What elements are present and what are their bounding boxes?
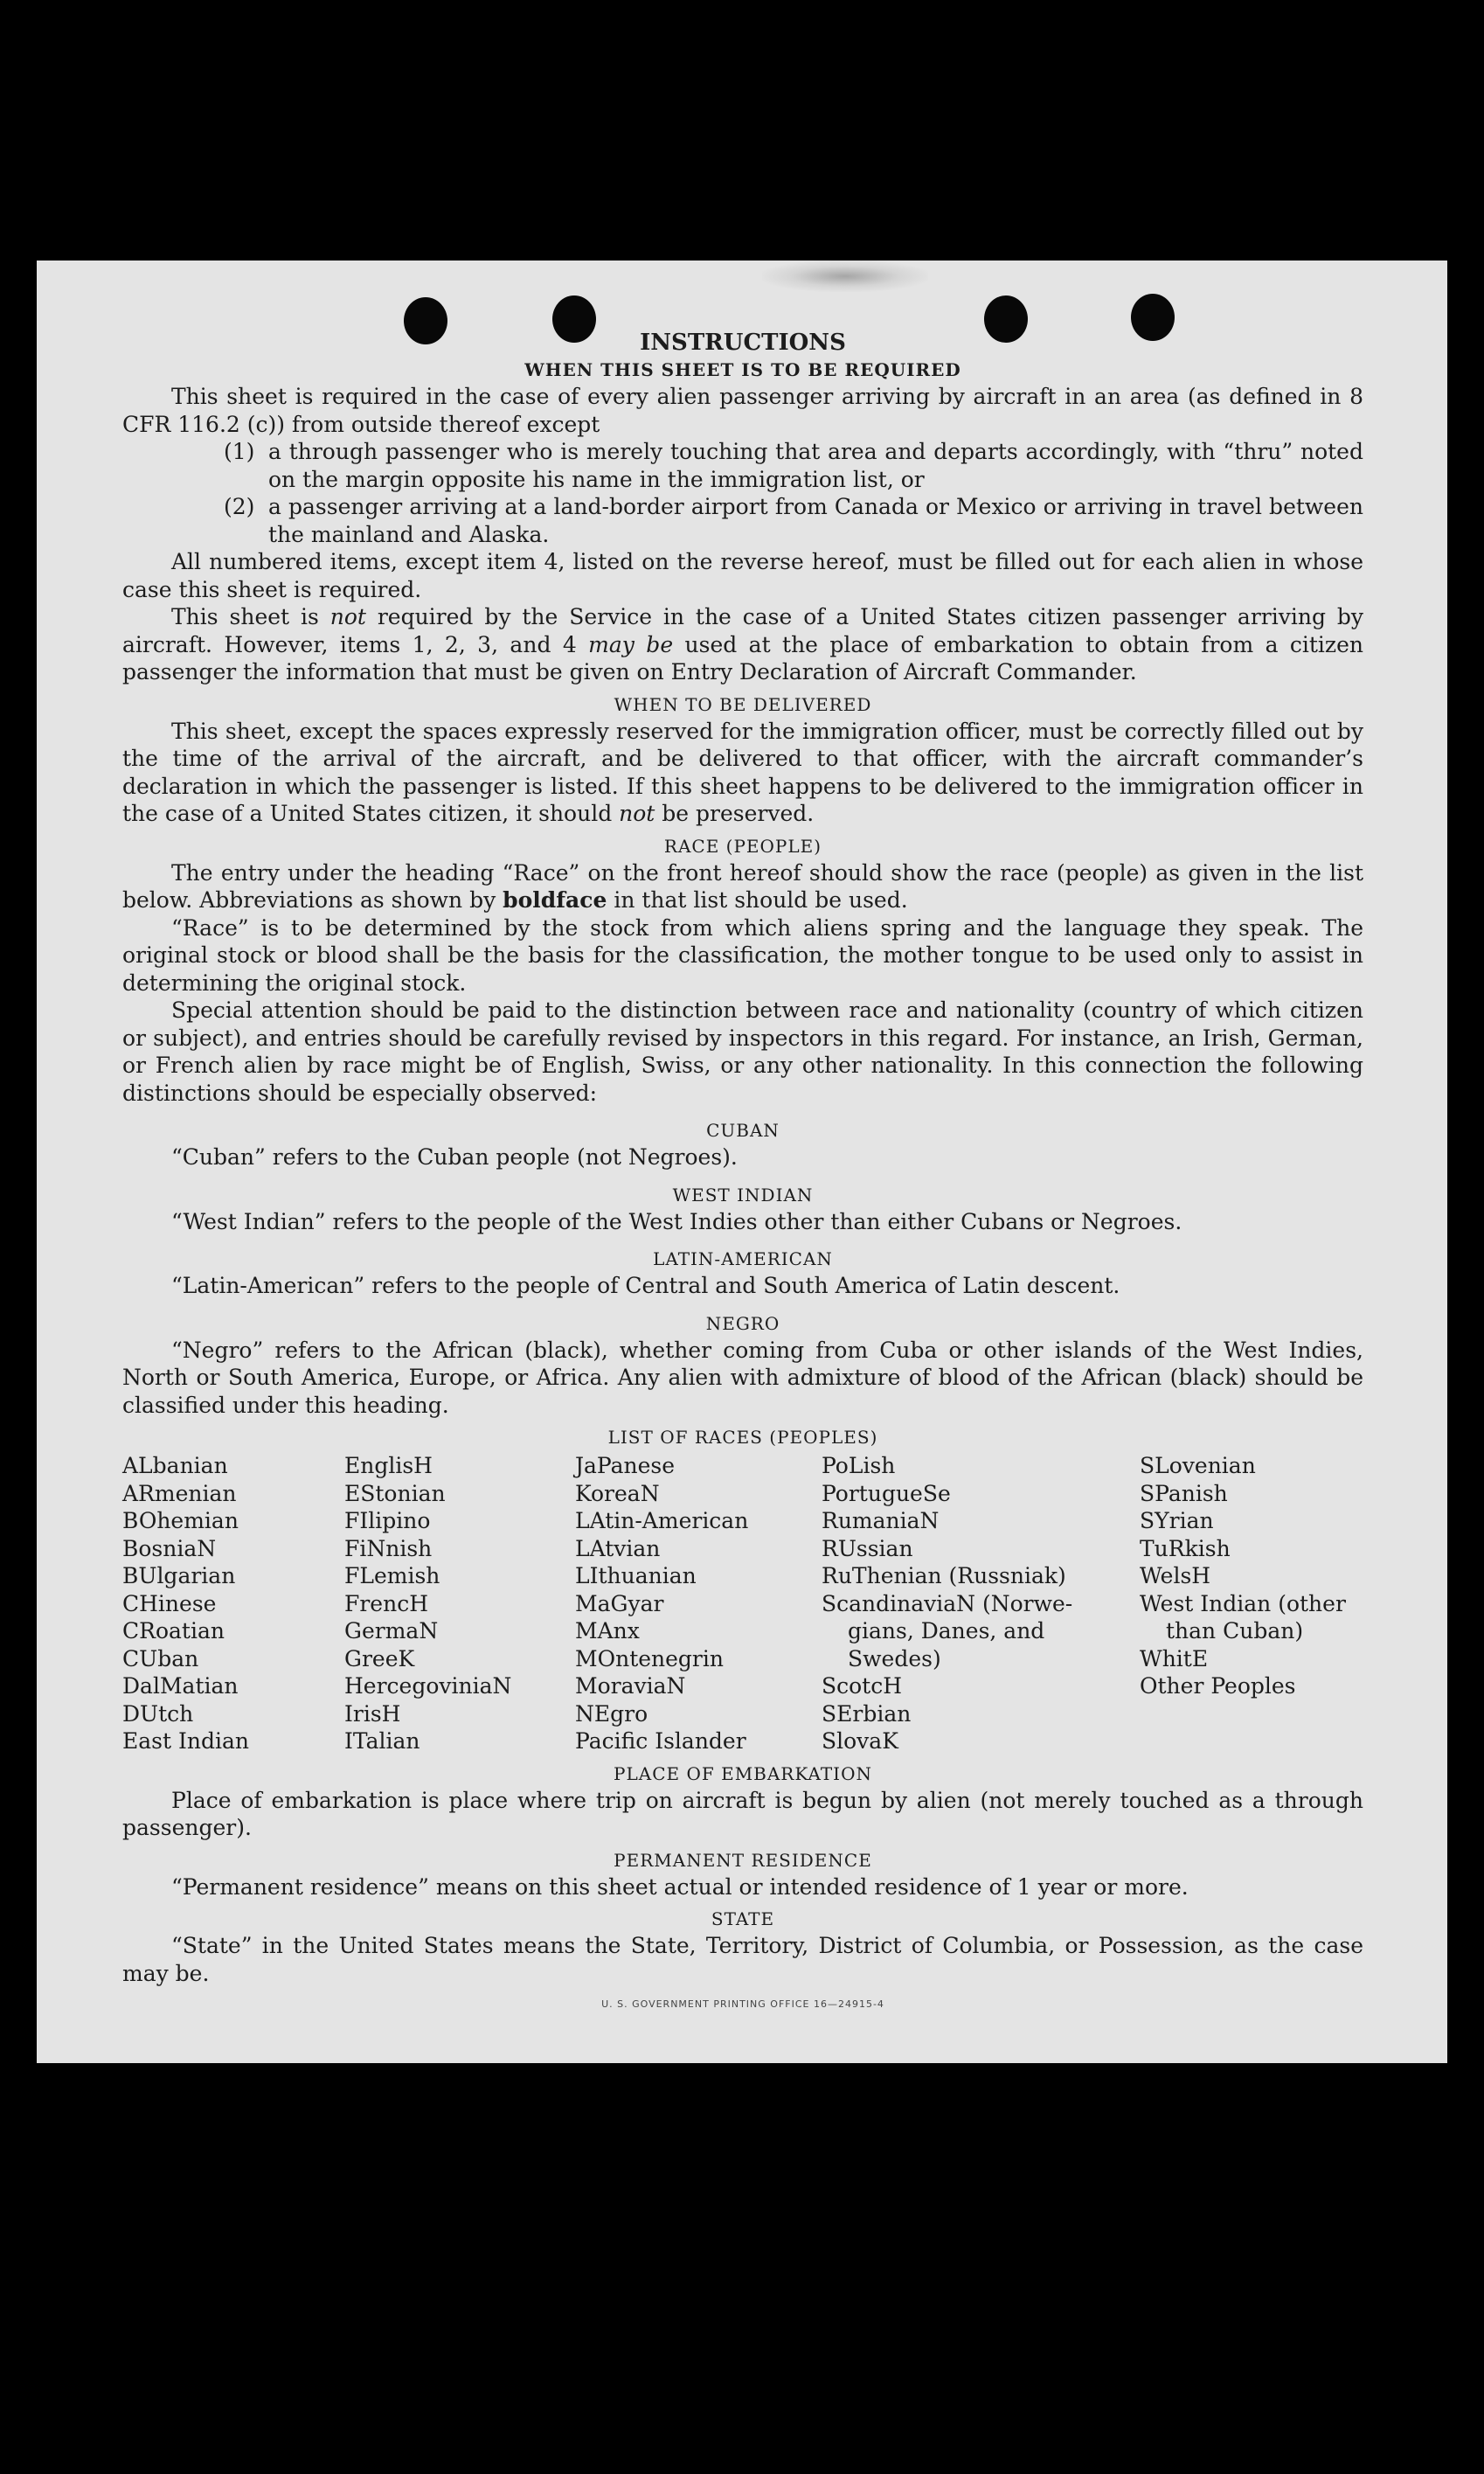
exception-item-2-text: a passenger arriving at a land-border airport from Canada or Mexico or arriving in travel between the mainland and Alaska.: [268, 494, 1363, 547]
race-entry: CRoatian: [122, 1618, 225, 1644]
when-required-paragraph: This sheet is required in the case of every alien passenger arriving by aircraft in an area (as defined in 8 CFR 116.2 (c)) from outside thereof except: [122, 384, 1363, 437]
race-entry: IrisH: [344, 1700, 401, 1727]
page-title: INSTRUCTIONS: [640, 330, 846, 356]
race-entry: ScotcH: [822, 1673, 903, 1699]
exception-item-2-number: (2): [224, 494, 255, 519]
races-column-5: [1140, 1452, 1363, 1755]
race-entry: PortugueSe: [822, 1480, 951, 1506]
heading-when-delivered: WHEN TO BE DELIVERED: [614, 693, 872, 715]
race-entry: MoraviaN: [575, 1673, 686, 1699]
citizen-paragraph: [122, 603, 1363, 686]
race-entry: FLemish: [344, 1563, 440, 1588]
heading-race: RACE (PEOPLE): [663, 835, 822, 857]
race-entry: LIthuanian: [575, 1563, 697, 1588]
race-entry: SlovaK: [822, 1728, 898, 1754]
race-entry: CUban: [122, 1645, 199, 1671]
race-entry: ALbanian: [122, 1453, 228, 1478]
heading-latin-american: LATIN-AMERICAN: [653, 1248, 833, 1269]
when-delivered-b: be preserved.: [655, 801, 815, 826]
heading-permanent-residence: PERMANENT RESIDENCE: [614, 1849, 872, 1871]
race-entry: RumaniaN: [822, 1508, 940, 1533]
races-column-1: [122, 1452, 344, 1755]
race-entry: West Indian (other: [1140, 1590, 1346, 1616]
heading-west-indian: WEST INDIAN: [672, 1184, 814, 1206]
race-entry: MOntenegrin: [575, 1645, 724, 1671]
race-entry: Pacific Islander: [575, 1728, 746, 1754]
race-paragraph-1: [122, 859, 1363, 914]
when-delivered-em-not: not: [619, 801, 655, 826]
race-paragraph-1-bold: boldface: [503, 887, 607, 913]
state-paragraph: “State” in the United States means the State, Territory, District of Columbia, or Possession, as the case may be.: [122, 1933, 1363, 1986]
race-entry: WelsH: [1140, 1563, 1211, 1588]
race-entry-continuation: than Cuban): [1166, 1618, 1304, 1644]
race-entry: FiNnish: [344, 1535, 433, 1561]
races-list: [122, 1452, 1363, 1755]
latin-american-paragraph: “Latin-American” refers to the people of Central and South America of Latin descent.: [171, 1273, 1120, 1298]
place-of-embarkation-paragraph: Place of embarkation is place where trip on aircraft is begun by alien (not merely touched as a through passenger).: [122, 1787, 1363, 1840]
race-entry: LAtvian: [575, 1535, 661, 1561]
when-delivered-paragraph: [122, 718, 1363, 828]
citizen-paragraph-em-may-be: may be: [588, 631, 674, 657]
race-entry: FIlipino: [344, 1508, 431, 1533]
race-entry: HercegoviniaN: [344, 1673, 512, 1699]
race-entry: RUssian: [822, 1535, 913, 1561]
race-entry: JaPanese: [575, 1453, 676, 1478]
race-entry: SLovenian: [1140, 1453, 1256, 1478]
race-entry: SErbian: [822, 1700, 912, 1727]
race-entry: East Indian: [122, 1728, 249, 1754]
exception-item-1: [122, 438, 1363, 493]
negro-paragraph: “Negro” refers to the African (black), whether coming from Cuba or other islands of the West Indies, North or South America, Europe, or Africa. Any alien with admixture of blood of the African (black) should be classified under this heading.: [122, 1337, 1363, 1418]
race-entry: CHinese: [122, 1590, 217, 1616]
races-column-3: [575, 1452, 822, 1755]
race-entry: ScandinaviaN (Norwe-: [822, 1590, 1073, 1616]
race-entry: EStonian: [344, 1480, 446, 1506]
race-paragraph-1-b: in that list should be used.: [607, 887, 908, 913]
races-column-4: [822, 1452, 1140, 1755]
heading-place-of-embarkation: PLACE OF EMBARKATION: [614, 1762, 872, 1784]
when-delivered-a: This sheet, except the spaces expressly reserved for the immigration officer, must be correctly filled out by the time of the arrival of the aircraft, and be delivered to that officer, with the aircraft commander’s declaration in which the passenger is listed. If this sheet happens to be delivered to the immigration officer in the case of a United States citizen, it should: [122, 718, 1363, 826]
exception-item-1-number: (1): [224, 439, 255, 464]
instructions-content: [122, 329, 1363, 2019]
race-paragraph-3: Special attention should be paid to the distinction between race and nationality (country of which citizen or subject), and entries should be carefully revised by inspectors in this regard. For instance, an Irish, German, or French alien by race might be of English, Swiss, or any other nationality. In this connection the following distinctions should be especially observed:: [122, 997, 1363, 1106]
citizen-paragraph-b: required by the Service in the case of a United States citizen passenger arriving by aircraft. However, items 1, 2, 3, and 4: [122, 604, 1363, 657]
permanent-residence-paragraph: “Permanent residence” means on this sheet actual or intended residence of 1 year or more.: [171, 1873, 1189, 1900]
numbered-items-paragraph: All numbered items, except item 4, listed on the reverse hereof, must be filled out for each alien in whose case this sheet is required.: [122, 549, 1363, 602]
race-entry-continuation: Swedes): [848, 1645, 941, 1671]
citizen-paragraph-a: This sheet is: [171, 604, 330, 629]
race-entry: MaGyar: [575, 1590, 664, 1616]
race-entry: GreeK: [344, 1645, 415, 1671]
race-entry-continuation: gians, Danes, and: [848, 1618, 1045, 1644]
exception-item-1-text: a through passenger who is merely touching that area and departs accordingly, with “thru” noted on the margin opposite his name in the immigration list, or: [268, 439, 1363, 492]
race-paragraph-2: “Race” is to be determined by the stock from which aliens spring and the language they speak. The original stock or blood shall be the basis for the classification, the mother tongue to be used only to assist in determining the original stock.: [122, 914, 1363, 996]
race-entry: PoLish: [822, 1453, 896, 1478]
race-entry: LAtin-American: [575, 1508, 749, 1533]
race-entry: BOhemian: [122, 1508, 239, 1533]
race-entry: KoreaN: [575, 1480, 660, 1506]
exception-item-2: [122, 493, 1363, 548]
race-entry: Other Peoples: [1140, 1673, 1296, 1699]
race-entry: DalMatian: [122, 1673, 239, 1699]
heading-negro: NEGRO: [705, 1312, 780, 1334]
race-entry: RuThenian (Russniak): [822, 1563, 1066, 1588]
race-entry: TuRkish: [1140, 1535, 1231, 1561]
race-entry: BosniaN: [122, 1535, 217, 1561]
west-indian-paragraph: “West Indian” refers to the people of the West Indies other than either Cubans or Negroes.: [171, 1208, 1182, 1234]
race-entry: ITalian: [344, 1728, 420, 1754]
races-column-2: [344, 1452, 575, 1755]
race-entry: BUlgarian: [122, 1563, 236, 1588]
race-entry: SYrian: [1140, 1508, 1214, 1533]
heading-cuban: CUBAN: [706, 1120, 780, 1141]
race-entry: ARmenian: [122, 1480, 237, 1506]
printing-office-imprint: U. S. GOVERNMENT PRINTING OFFICE 16—24915-4: [601, 1998, 884, 2010]
race-entry: GermaN: [344, 1618, 439, 1644]
paper-smudge: [762, 261, 928, 292]
race-paragraph-1-a: The entry under the heading “Race” on the front hereof should show the race (people) as given in the list below. Abbreviations as shown by: [122, 859, 1363, 913]
race-entry: MAnx: [575, 1618, 640, 1644]
instruction-sheet: [37, 261, 1447, 2063]
race-entry: NEgro: [575, 1700, 648, 1727]
race-entry: DUtch: [122, 1700, 194, 1727]
race-entry: EnglisH: [344, 1453, 433, 1478]
race-entry: FrencH: [344, 1590, 428, 1616]
citizen-paragraph-c: used at the place of embarkation to obtain from a citizen passenger the information that must be given on Entry Declaration of Aircraft Commander.: [122, 631, 1363, 685]
citizen-paragraph-em-not: not: [329, 604, 366, 629]
race-entry: SPanish: [1140, 1480, 1228, 1506]
heading-when-required: WHEN THIS SHEET IS TO BE REQUIRED: [524, 359, 961, 380]
heading-state: STATE: [711, 1908, 775, 1929]
heading-list-of-races: LIST OF RACES (PEOPLES): [607, 1427, 878, 1448]
race-entry: WhitE: [1140, 1645, 1209, 1671]
cuban-paragraph: “Cuban” refers to the Cuban people (not Negroes).: [171, 1144, 738, 1170]
